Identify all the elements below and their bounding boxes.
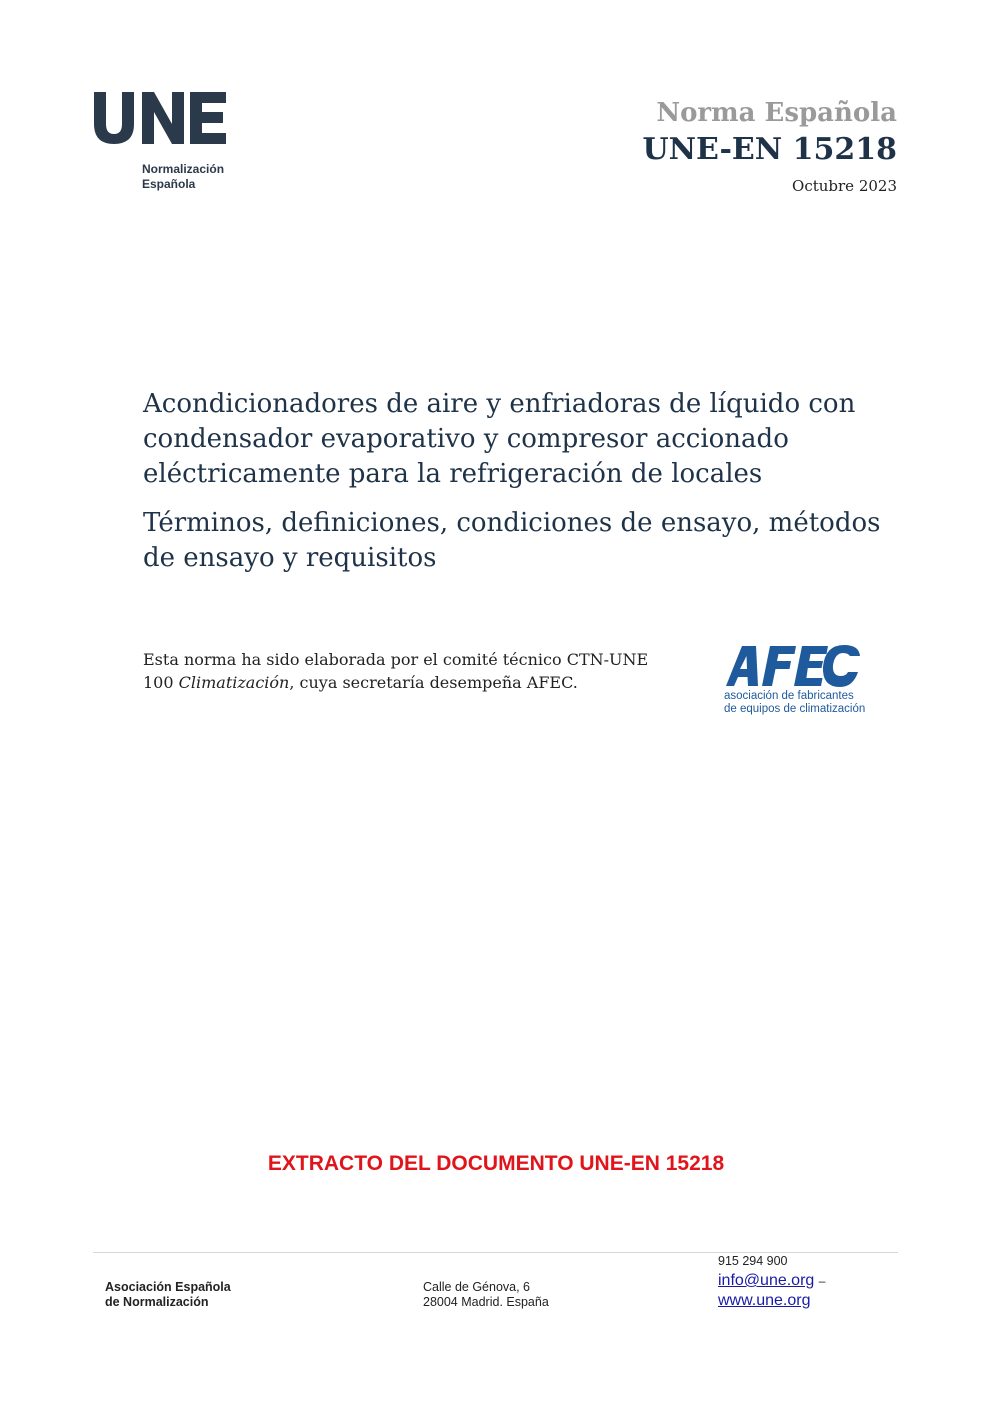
afec-tagline: asociación de fabricantes de equipos de climatización [724, 690, 866, 715]
committee-statement: Esta norma ha sido elaborada por el comité técnico CTN-UNE 100 Climatización, cuya secretaría desempeña AFEC. [143, 650, 649, 692]
footer-web [718, 1291, 811, 1311]
norma-date: Octubre 2023 [792, 177, 897, 195]
document-title: Acondicionadores de aire y enfriadoras de líquido con condensador evaporativo y compresor accionado eléctricamente para la refrigeración de locales [143, 389, 856, 489]
footer-phone: 915 294 900 [718, 1254, 788, 1268]
footer-separator: – [818, 1274, 826, 1288]
extract-notice: EXTRACTO DEL DOCUMENTO UNE-EN 15218 [267, 1152, 725, 1175]
norma-code: UNE-EN 15218 [642, 132, 897, 167]
footer-organization: Asociación Española de Normalización [105, 1280, 231, 1309]
une-logo-subtitle: Normalización Española [142, 162, 225, 191]
norma-label: Norma Española [656, 98, 897, 128]
website-link[interactable]: www.une.org [718, 1292, 811, 1309]
afec-logo-mark [722, 642, 872, 688]
footer-divider [93, 1252, 898, 1253]
une-logo-mark [92, 88, 232, 148]
committee-name: Climatización [178, 673, 290, 692]
document-subtitle: Términos, definiciones, condiciones de ensayo, métodos de ensayo y requisitos [143, 508, 881, 573]
email-link[interactable]: info@une.org [718, 1272, 815, 1289]
footer-email-row [718, 1271, 825, 1291]
footer-address: Calle de Génova, 6 28004 Madrid. España [423, 1280, 549, 1309]
